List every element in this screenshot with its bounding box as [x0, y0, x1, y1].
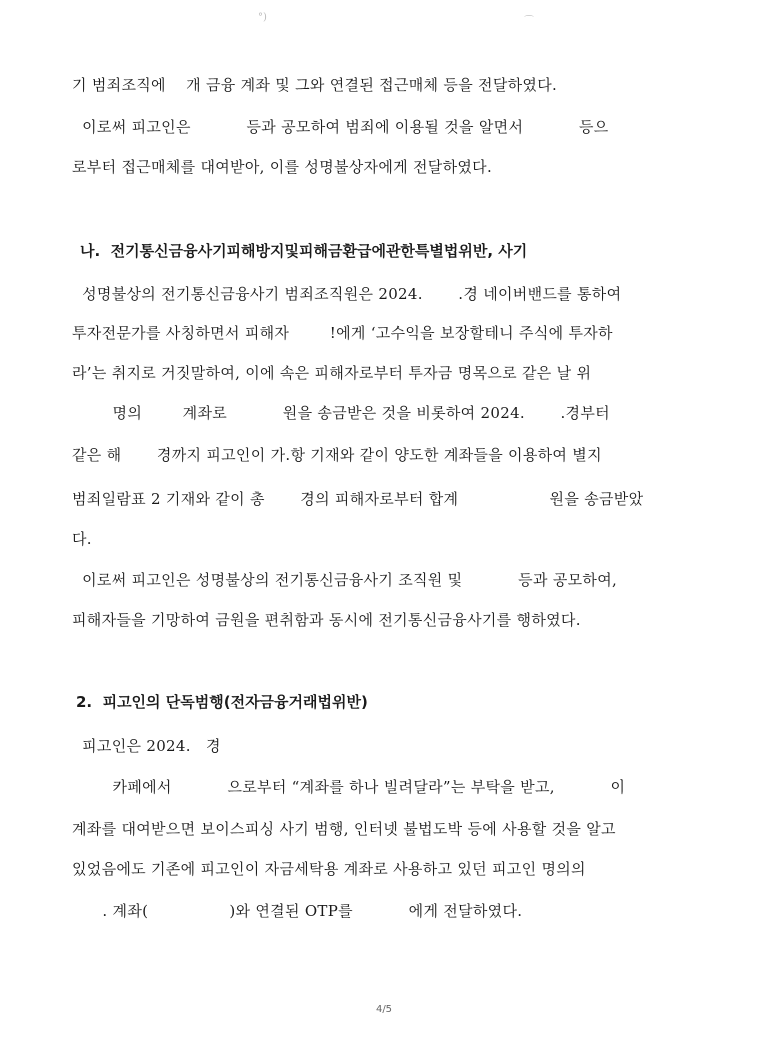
text-line: 있었음에도 기존에 피고인이 자금세탁용 계좌로 사용하고 있던 피고인 명의의 — [72, 860, 586, 878]
text-line: 명의 계좌로 원을 송금받은 것을 비롯하여 2024. .경부터 — [72, 404, 610, 422]
section-heading: 2. 피고인의 단독범행(전자금융거래법위반) — [76, 693, 368, 711]
text-line: 성명불상의 전기통신금융사기 범죄조직원은 2024. .경 네이버밴드를 통하여 — [72, 285, 622, 303]
text-line: 라’는 취지로 거짓말하여, 이에 속은 피해자로부터 투자금 명목으로 같은 날 위 — [72, 364, 592, 382]
scan-mark-right: ⌒ — [524, 16, 534, 27]
text-line: 이로써 피고인은 성명불상의 전기통신금융사기 조직원 및 등과 공모하여, — [72, 571, 618, 589]
text-line: 범죄일람표 2 기재와 같이 총 경의 피해자로부터 합계 원을 송금받았 — [72, 490, 644, 508]
text-line: 계좌를 대여받으면 보이스피싱 사기 범행, 인터넷 불법도박 등에 사용할 것을 알고 — [72, 820, 616, 838]
text-line: 투자전문가를 사칭하면서 피해자 !에게 ‘고수익을 보장할테니 주식에 투자하 — [72, 324, 613, 342]
text-line: . 계좌( )와 연결된 OTP를 에게 전달하였다. — [72, 902, 523, 920]
text-line: 로부터 접근매체를 대여받아, 이를 성명불상자에게 전달하였다. — [72, 158, 493, 176]
text-line: 카페에서 으로부터 “계좌를 하나 빌려달라”는 부탁을 받고, 이 — [72, 778, 626, 796]
text-line: 이로써 피고인은 등과 공모하여 범죄에 이용될 것을 알면서 등으 — [72, 118, 609, 136]
text-line: 피고인은 2024. 경 — [72, 737, 221, 755]
page-number: 4/5 — [375, 1004, 393, 1015]
text-line: 기 범죄조직에 개 금융 계좌 및 그와 연결된 접근매체 등을 전달하였다. — [72, 76, 558, 94]
section-heading: 나. 전기통신금융사기피해방지및피해금환급에관한특별법위반, 사기 — [80, 242, 528, 260]
scan-mark-left: °) — [258, 12, 267, 23]
text-line: 같은 해 경까지 피고인이 가.항 기재와 같이 양도한 계좌들을 이용하여 별지 — [72, 446, 602, 464]
text-line: 다. — [72, 530, 92, 548]
text-line: 피해자들을 기망하여 금원을 편취함과 동시에 전기통신금융사기를 행하였다. — [72, 611, 581, 629]
